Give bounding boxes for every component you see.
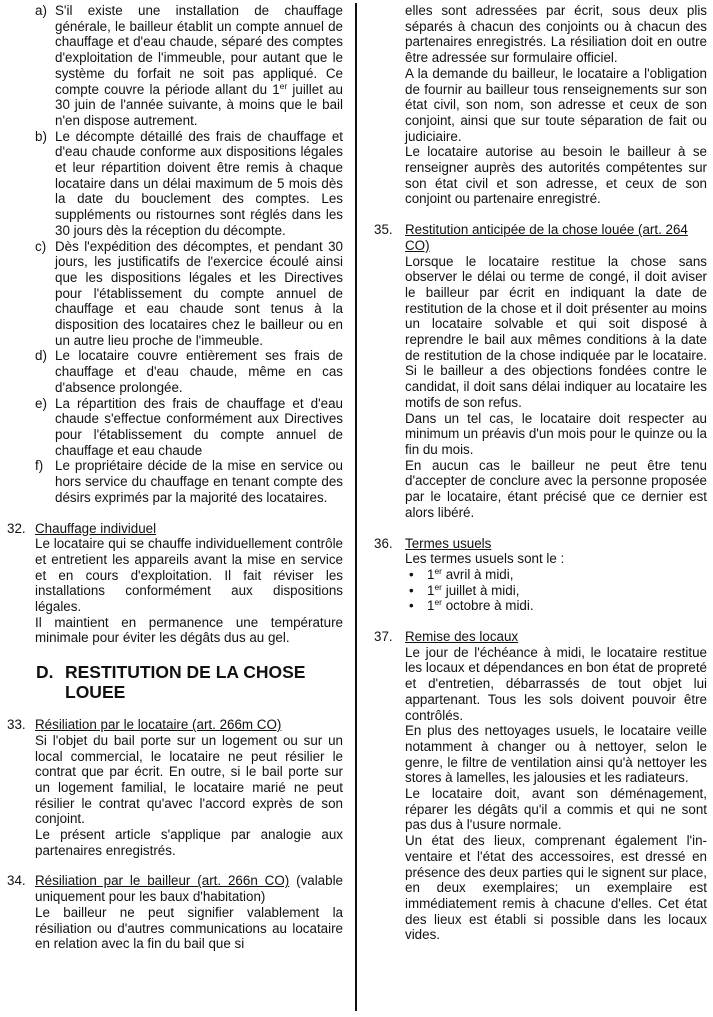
article-paragraph: Le jour de l'échéance à midi, le locataire restitue les locaux et dépendances en bon état de propreté et d'entretien, débarrassés de tout objet lui appartenant. Tous les sols doivent pouvoir être contrôlés. [405,644,707,723]
article-title: Restitution anticipée de la chose louée (art. 264 CO) [405,222,688,253]
article-37 [357,629,707,943]
article-number: 32. [7,520,26,536]
article-paragraph: Lorsque le locataire restitue la chose sans observer le délai ou terme de congé, il doit aviser le bailleur par écrit en indiquant la date de restitution de la chose et il doit présenter au moins un locataire solvable et qui soit disposé à reprendre le bail aux mêmes conditions à la date de restitution de la chose indiquée par le locataire. Si le bailleur a des objections fondées contre le candidat, il doit sans délai indiquer au locataire les motifs de son refus. [405,253,707,410]
article-heading-line [35,873,343,904]
article-paragraph: Le locataire autorise au besoin le bailleur à se renseigner auprès des autorités compétentes sur son état civil et son adresse, et ceux de son conjoint ou partenaire enregistré. [405,144,707,207]
article-title-suffix: (valable uniquement pour les baux d'habitation) [35,873,344,905]
article-number: 34. [7,873,26,889]
section-heading-d [0,662,343,702]
sublist-item-f: f) Le propriétaire décide de la mise en service ou hors service du chauffage en tenant compte des désirs exprimés par la majorité des locataires. [35,458,343,505]
section-letter: D. [36,662,54,683]
article-number: 36. [374,535,393,551]
left-column [0,0,343,952]
article-paragraph: Si l'objet du bail porte sur un logement ou sur un local commercial, le locataire ne peut résilier le contrat que par écrit. En outre, si le bail porte sur un logement familial, le locataire marié ne peut résilier le contrat qu'avec l'accord exprès de son conjoint. [35,732,343,827]
article-title: Chauffage individuel [35,520,157,536]
article-intro: Les termes usuels sont le : [405,551,565,567]
article-number: 33. [7,717,26,733]
article-32 [0,521,343,647]
article-33 [0,717,343,858]
sublist-item-e: e) La répartition des frais de chauffage et d'eau chaude s'effectue conformément aux Directives pour l'établissement du compte annuel de chauffage et eau chaude [35,395,343,458]
bullet-icon: • [409,598,414,614]
sublist-letter: c) [35,238,47,254]
article-paragraph: Le bailleur ne peut signifier valablement la résiliation ou d'autres communications au locataire en relation avec la fin du bail que si [35,904,343,952]
sublist-item-d: d) Le locataire couvre entièrement ses frais de chauffage et d'eau chaude, même en cas d'absence prolongée. [35,348,343,395]
article-paragraph: Un état des lieux, comprenant également l'inventaire et l'état des accessoires, est dressé en présence des deux parties qui le signent sur place, en deux exemplaires; un exemplaire est immédiatement remis à chacune d'elles. Cet état des lieux est établi si possible dans les locaux vides. [405,833,707,943]
section-title: RESTITUTION DE LA CHOSE LOUEE [65,662,306,703]
bullet-icon: • [409,582,414,598]
sublist-letter: f) [35,458,44,474]
sublist-item-a: a) S'il existe une installation de chauffage générale, le bailleur établit un compte annuel de chauffage et d'eau chaude, séparé des comptes d'exploitation de l'immeuble, pour autant que le système du forfait ne soit pas appliqué. Ce compte couvre la période allant du 1er juillet au 30 juin de l'année suivante, à moins que le bail n'en dispose autrement. [35,3,343,128]
article-number: 35. [374,222,393,238]
article-paragraph: elles sont adressées par écrit, sous deux plis séparés à chacun des conjoints ou à chacun des partenaires enregistrés. La résiliation doit en outre être adressée sur formulaire officiel. [405,3,707,66]
list-item: • 1er octobre à midi. [409,597,534,614]
article-34-continued [357,3,707,207]
sublist-letter: d) [35,348,47,364]
article-paragraph: Le locataire doit, avant son déménagement, réparer les dégâts qu'il a commis et qui ne sont pas dus à l'usure normale. [405,786,707,833]
article-number: 37. [374,629,393,645]
sublist-letter: a) [35,3,47,18]
sublist-letter: b) [35,128,47,144]
article-paragraph: Il maintient en permanence une température minimale pour éviter les dégâts dus au gel. [35,614,343,646]
article-title: Résiliation par le locataire (art. 266m CO) [35,717,282,733]
article-paragraph: Le présent article s'applique par analogie aux partenaires enregistrés. [35,827,343,858]
usual-terms-list [409,567,707,614]
article-34 [0,873,343,952]
sublist-item-b: b) Le décompte détaillé des frais de chauffage et d'eau chaude conforme aux dispositions légales et leur répartition doivent être remis à chaque locataire dans un délai maximum de 5 mois dès la date du bouclement des comptes. Les suppléments ou ristournes sont réglés dans les 30 jours dès la réception du décompte. [35,128,343,238]
sublist-letter: e) [35,395,47,411]
article-title: Remise des locaux [405,629,519,645]
article-paragraph: A la demande du bailleur, le locataire a l'obligation de fournir au bailleur tous renseignements sur son état civil, son nom, son adresse et ceux de son conjoint, ainsi que sur toute séparation de fait ou judiciaire. [405,65,707,144]
list-item: • 1er juillet à midi, [409,581,520,598]
right-column [357,0,707,943]
article-36 [357,536,707,615]
article-paragraph: En plus des nettoyages usuels, le locataire veille notamment à changer ou à nettoyer, selon le genre, le filtre de ventilation ainsi qu'à nettoyer les stores à lamelles, les jalousies et les radiateurs. [405,723,707,786]
article-paragraph: Le locataire qui se chauffe individuellement contrôle et entretient les appareils avant la mise en service et en cours d'exploitation. Il fait réviser les installations conformément aux dispositions légales. [35,536,343,615]
article-title: Termes usuels [405,535,492,551]
heating-sublist [35,3,343,506]
article-title: Résiliation par le bailleur (art. 266n CO) [35,873,290,889]
article-35 [357,222,707,520]
article-paragraph: En aucun cas le bailleur ne peut être tenu d'accepter de conclure avec la personne proposée par le locataire, étant précisé que ce dernier est alors libéré. [405,457,707,520]
list-item: • 1er avril à midi, [409,565,514,582]
article-paragraph: Dans un tel cas, le locataire doit respecter au minimum un préavis d'un mois pour le quinze ou la fin du mois. [405,410,707,457]
sublist-item-c: c) Dès l'expédition des décomptes, et pendant 30 jours, les justificatifs de l'exercice écoulé ainsi que les dispositions légales et les Directives pour l'établissement du compte annuel de chauffage et eau chaude sont tenus à la disposition des locataires chez le bailleur ou en un autre lieu proche de l'immeuble. [35,238,343,348]
bullet-icon: • [409,566,414,582]
